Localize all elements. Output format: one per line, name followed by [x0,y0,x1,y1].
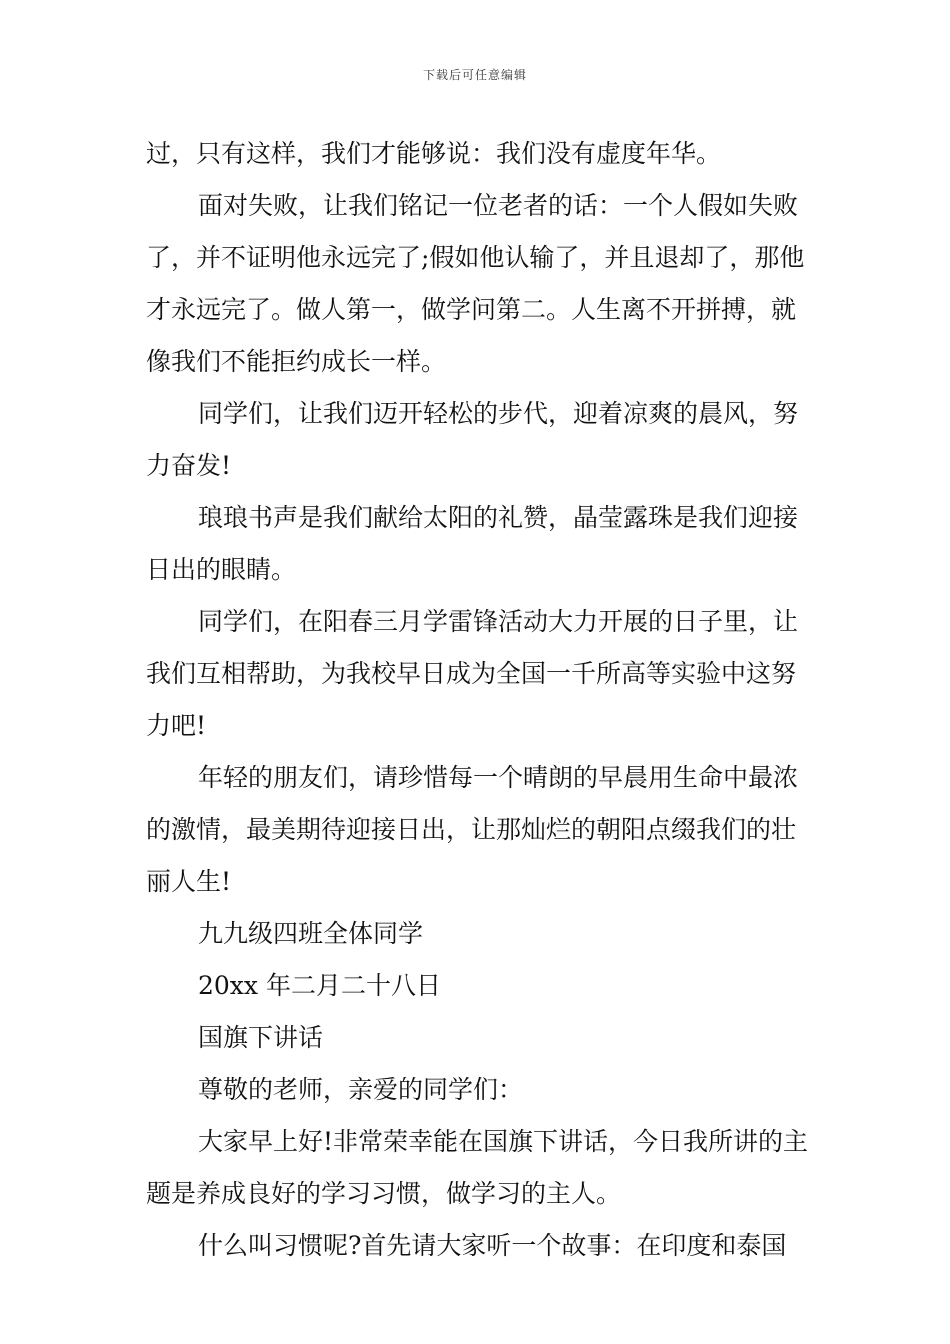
page-header: 下载后可任意编辑 [422,68,527,82]
paragraph-7: 大家早上好!非常荣幸能在国旗下讲话，今日我所讲的主题是养成良好的学习习惯，做学习的主人。 [146,1127,809,1208]
signature-line: 九九级四班全体同学 [198,919,424,948]
document-body [146,128,810,1272]
paragraph-3: 同学们，让我们迈开轻松的步代，迎着凉爽的晨风，努力奋发! [146,399,799,480]
paragraph-2: 面对失败，让我们铭记一位老者的话：一个人假如失败了，并不证明他永远完了;假如他认输了，并且退却了，那他才永远完了。做人第一，做学问第二。人生离不开拼搏，就像我们不能拒约成长一样。 [146,191,805,376]
paragraph-1: 过，只有这样，我们才能够说：我们没有虚度年华。 [146,139,722,168]
date-line: 20xx 年二月二十八日 [198,971,441,1000]
section-title: 国旗下讲话 [198,1023,324,1052]
paragraph-4: 琅琅书声是我们献给太阳的礼赞，晶莹露珠是我们迎接日出的眼睛。 [146,503,799,584]
paragraph-6: 年轻的朋友们，请珍惜每一个晴朗的早晨用生命中最浓的激情，最美期待迎接日出，让那灿烂的朝阳点缀我们的壮丽人生! [146,763,799,896]
paragraph-8: 什么叫习惯呢?首先请大家听一个故事：在印度和泰国 [198,1231,787,1260]
salutation: 尊敬的老师，亲爱的同学们： [198,1075,524,1104]
paragraph-5: 同学们，在阳春三月学雷锋活动大力开展的日子里，让我们互相帮助，为我校早日成为全国一千所高等实验中这努力吧! [146,607,799,740]
